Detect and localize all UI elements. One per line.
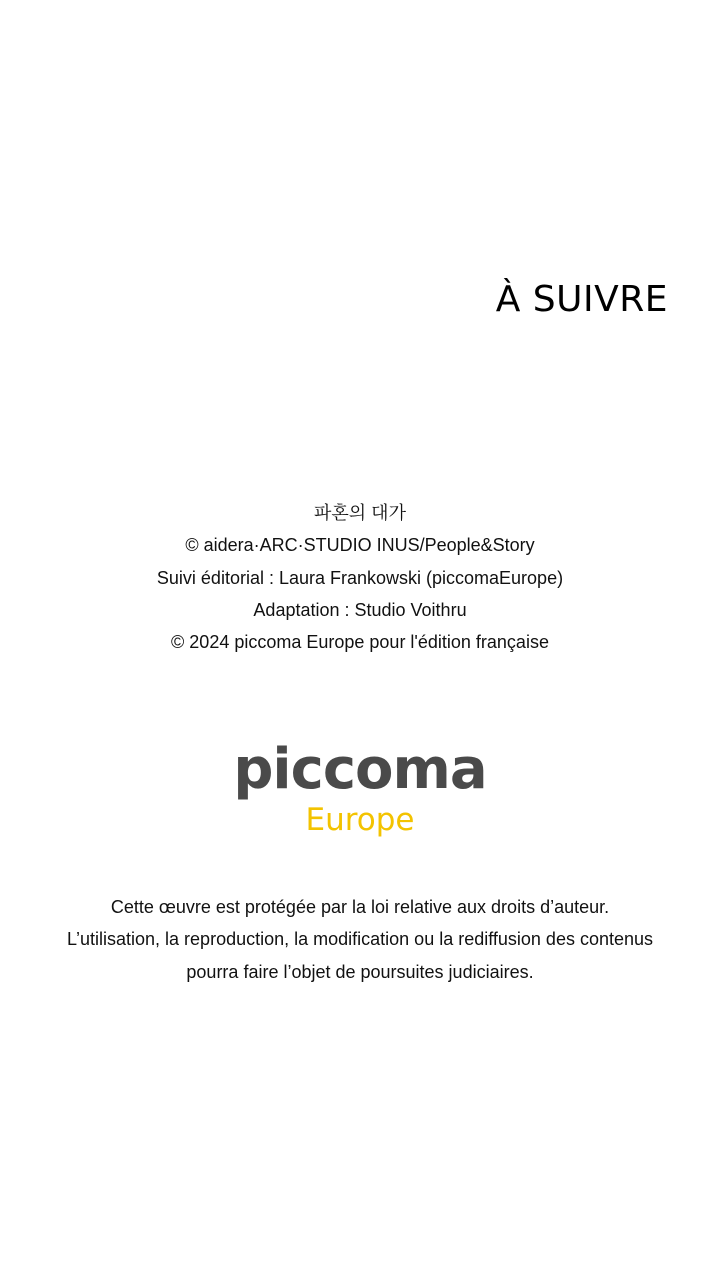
korean-title: 파혼의 대가 xyxy=(314,503,406,523)
adaptation-credit: Adaptation : Studio Voithru xyxy=(253,599,467,620)
to-be-continued-label: À SUIVRE xyxy=(495,279,668,320)
credits-block xyxy=(0,497,720,658)
logo-wordmark: piccoma xyxy=(233,737,487,802)
notice-line: L’utilisation, la reproduction, la modification ou la rediffusion des contenus xyxy=(66,929,654,950)
editorial-credit: Suivi éditorial : Laura Frankowski (piccomaEurope) xyxy=(156,567,564,588)
copyright-notice xyxy=(0,891,720,988)
edition-copyright: © 2024 piccoma Europe pour l'édition française xyxy=(171,632,549,653)
logo-subtitle: Europe xyxy=(305,802,415,838)
notice-line: Cette œuvre est protégée par la loi relative aux droits d’auteur. xyxy=(110,897,610,917)
piccoma-europe-logo xyxy=(0,738,720,838)
notice-line: pourra faire l’objet de poursuites judiciaires. xyxy=(186,961,534,982)
original-copyright: © aidera·ARC·STUDIO INUS/People&Story xyxy=(185,535,535,556)
